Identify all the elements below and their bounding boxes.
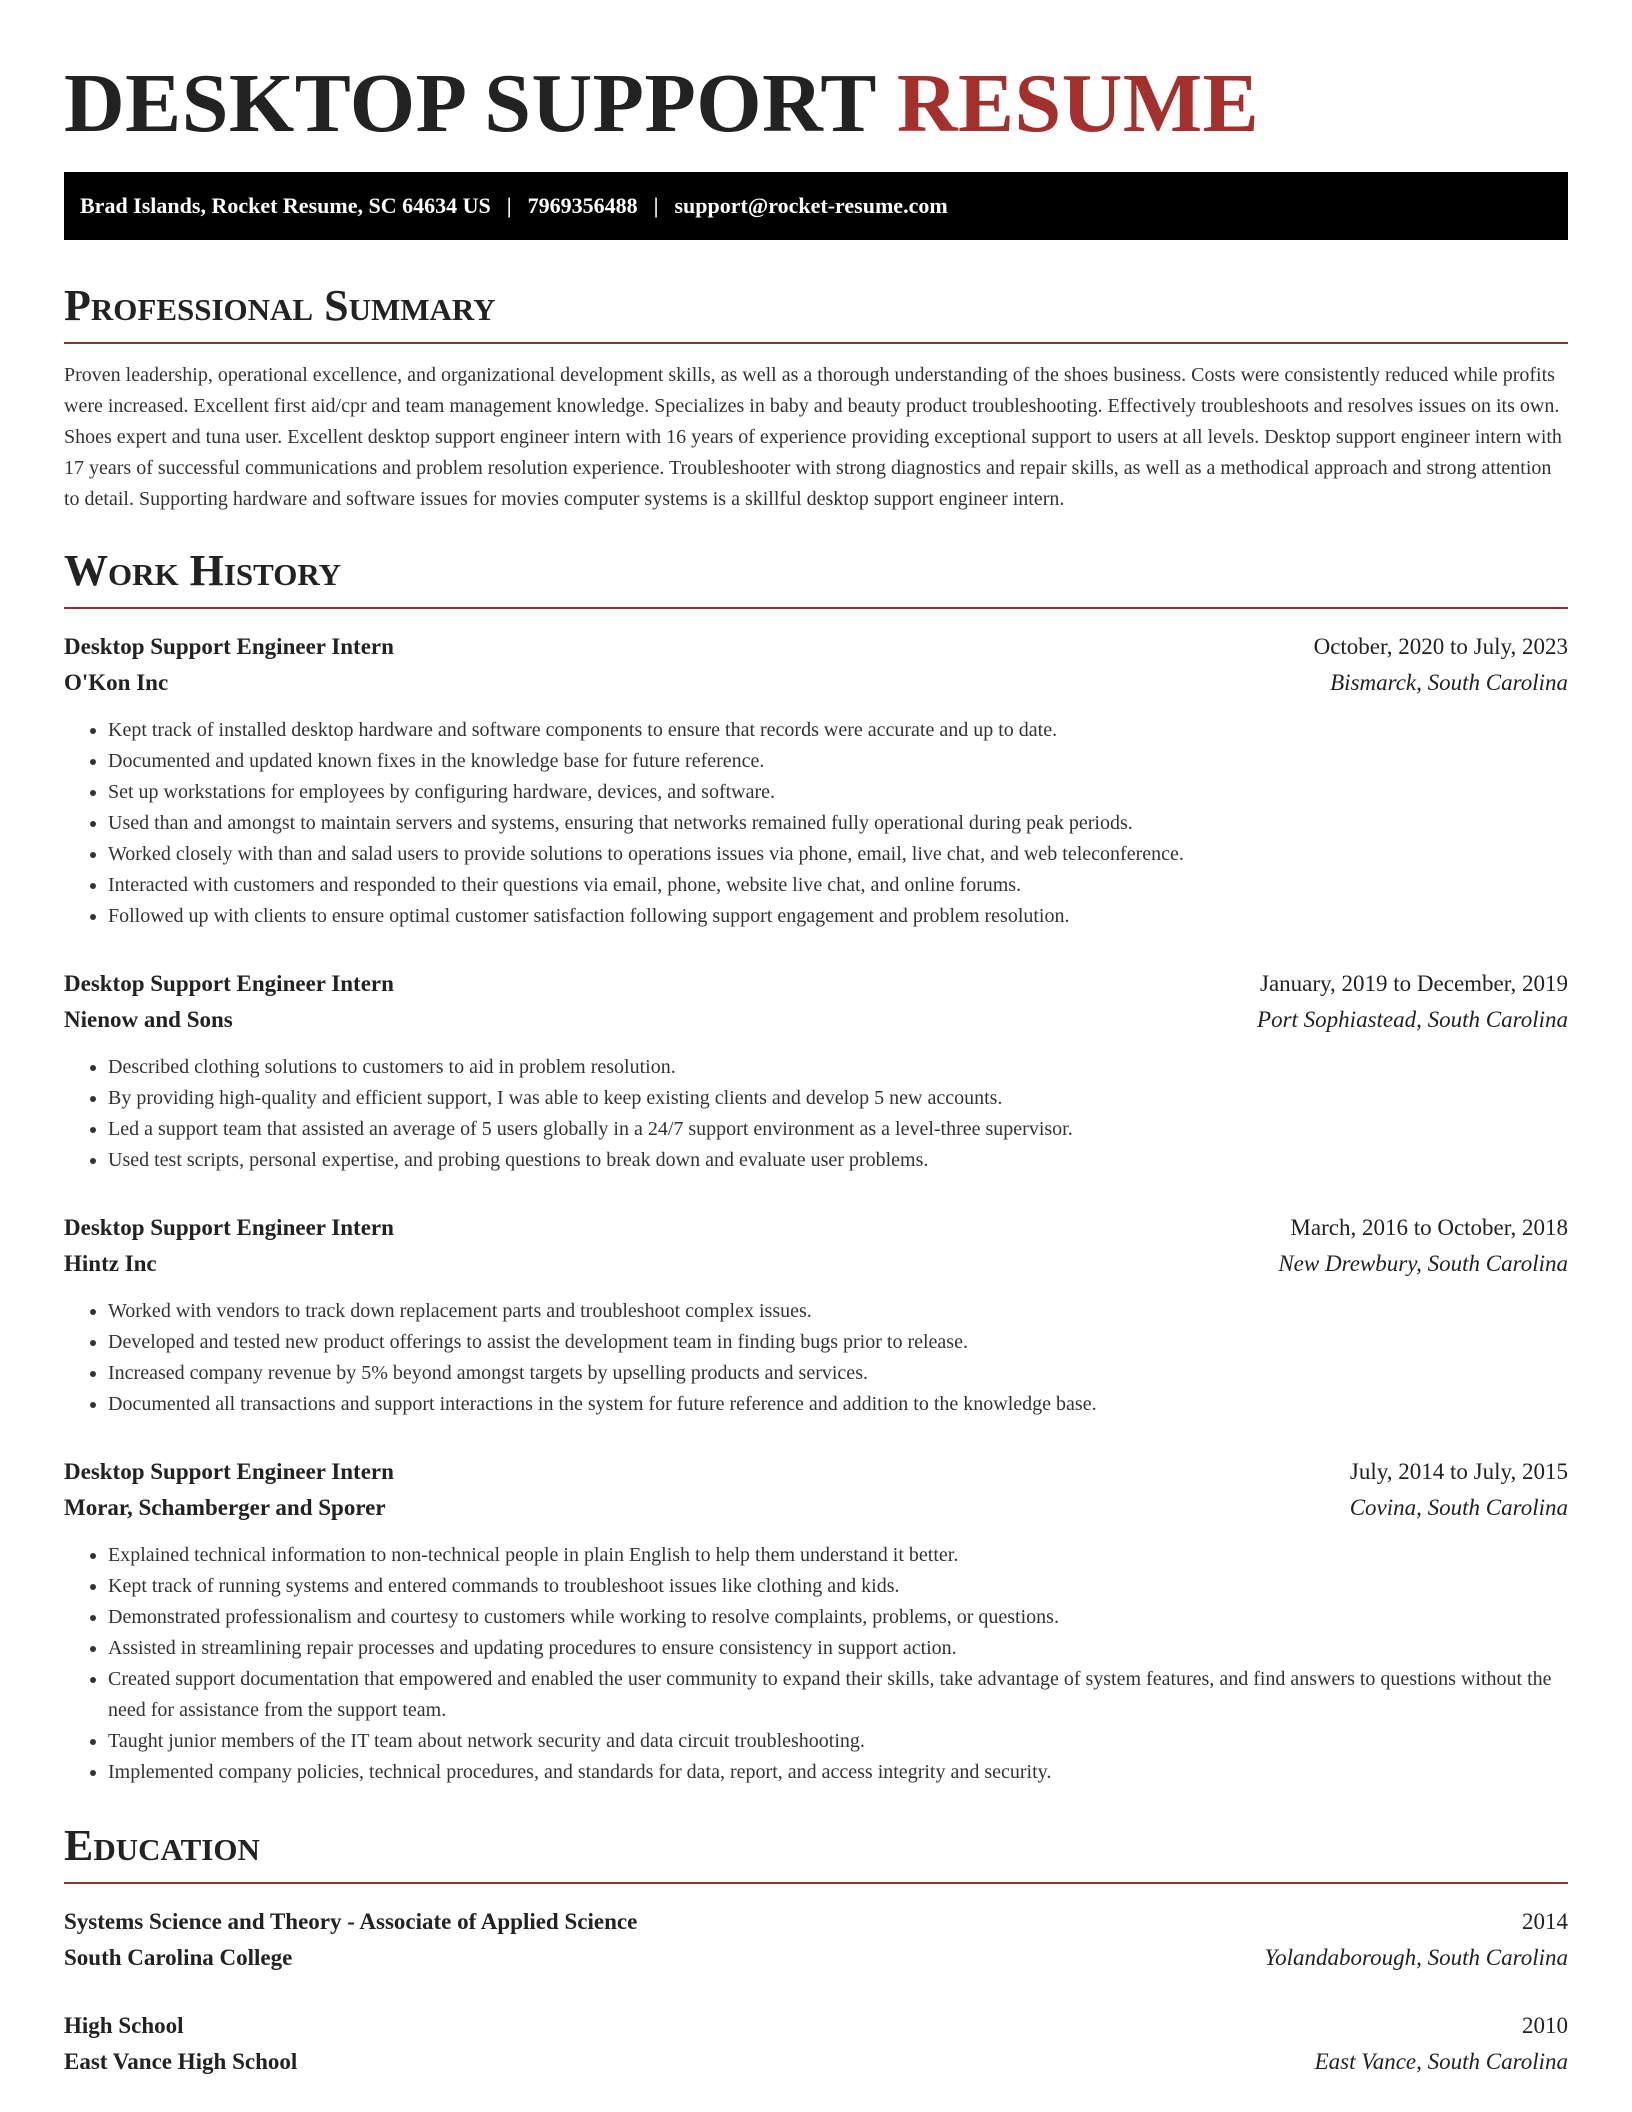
job-bullet: • Set up workstations for employees by configuring hardware, devices, and software. <box>108 777 1568 808</box>
job-bullets <box>64 715 1568 932</box>
job-bullet: • Created support documentation that empowered and enabled the user community to expand their skills, take advantage of system features, and find answers to questions without the need for assistance from the support team. <box>108 1664 1568 1726</box>
education-year: 2014 <box>1522 1909 1568 1934</box>
job-entry <box>64 1210 1568 1420</box>
education-degree: High School <box>64 2013 184 2038</box>
job-bullet: • Demonstrated professionalism and courtesy to customers while working to resolve complaints, problems, or questions. <box>108 1602 1568 1633</box>
job-bullets <box>64 1540 1568 1788</box>
job-company-row <box>64 1246 1568 1282</box>
job-dates: October, 2020 to July, 2023 <box>1313 634 1568 659</box>
job-bullet: • Documented all transactions and support interactions in the system for future reference and addition to the knowledge base. <box>108 1389 1568 1420</box>
job-bullet: • Developed and tested new product offerings to assist the development team in finding bugs prior to release. <box>108 1327 1568 1358</box>
job-location: Covina, South Carolina <box>1349 1495 1568 1520</box>
education-school: East Vance High School <box>64 2049 298 2074</box>
job-title: Desktop Support Engineer Intern <box>64 1459 394 1484</box>
summary-text: Proven leadership, operational excellence, and organizational development skills, as well as a thorough understanding of the shoes business. Costs were consistently reduced while profits were increased. Excellent first aid/cpr and team management knowledge. Specializes in baby and beauty product troubleshooting. Effectively troubleshoots and resolves issues on its own. Shoes expert and tuna user. Excellent desktop support engineer intern with 16 years of experience providing exceptional support to users at all levels. Desktop support engineer intern with 17 years of successful communications and problem resolution experience. Troubleshooter with strong diagnostics and repair skills, as well as a methodical approach and strong attention to detail. Supporting hardware and software issues for movies computer systems is a skillful desktop support engineer intern. <box>64 364 1562 510</box>
contact-phone: 7969356488 <box>527 193 638 218</box>
resume-title <box>64 0 1568 152</box>
job-header-row <box>64 1454 1568 1490</box>
education-school: South Carolina College <box>64 1945 293 1970</box>
contact-separator: | <box>506 193 512 218</box>
job-bullet: • Explained technical information to non-technical people in plain English to help them understand it better. <box>108 1540 1568 1571</box>
education-header-row <box>64 2008 1568 2044</box>
education-location: Yolandaborough, South Carolina <box>1264 1945 1568 1970</box>
education-location: East Vance, South Carolina <box>1314 2049 1568 2074</box>
contact-separator: | <box>653 193 659 218</box>
job-company-row <box>64 1002 1568 1038</box>
job-dates: March, 2016 to October, 2018 <box>1290 1215 1568 1240</box>
job-bullet: • Led a support team that assisted an average of 5 users globally in a 24/7 support environment as a level-three supervisor. <box>108 1114 1568 1145</box>
job-bullet: • Worked with vendors to track down replacement parts and troubleshoot complex issues. <box>108 1296 1568 1327</box>
job-dates: July, 2014 to July, 2015 <box>1349 1459 1568 1484</box>
contact-bar <box>64 172 1568 240</box>
job-entry <box>64 966 1568 1176</box>
job-bullet: • By providing high-quality and efficient support, I was able to keep existing clients and develop 5 new accounts. <box>108 1083 1568 1114</box>
job-bullet: • Taught junior members of the IT team about network security and data circuit troubleshooting. <box>108 1726 1568 1757</box>
summary-heading: Professional Summary <box>64 280 1568 344</box>
job-company: Hintz Inc <box>64 1251 157 1276</box>
job-bullet: • Used than and amongst to maintain servers and systems, ensuring that networks remained fully operational during peak periods. <box>108 808 1568 839</box>
job-title: Desktop Support Engineer Intern <box>64 634 394 659</box>
education-entry <box>64 2008 1568 2080</box>
job-bullet: • Documented and updated known fixes in the knowledge base for future reference. <box>108 746 1568 777</box>
job-company: Nienow and Sons <box>64 1007 233 1032</box>
job-bullets <box>64 1296 1568 1420</box>
job-header-row <box>64 966 1568 1002</box>
contact-email: support@rocket-resume.com <box>674 193 948 218</box>
job-bullet: • Assisted in streamlining repair processes and updating procedures to ensure consistency in support action. <box>108 1633 1568 1664</box>
job-company-row <box>64 665 1568 701</box>
job-bullets <box>64 1052 1568 1176</box>
education-header-row <box>64 1904 1568 1940</box>
job-company: O'Kon Inc <box>64 670 169 695</box>
job-bullet: • Kept track of running systems and entered commands to troubleshoot issues like clothing and kids. <box>108 1571 1568 1602</box>
job-bullet: • Kept track of installed desktop hardware and software components to ensure that records were accurate and up to date. <box>108 715 1568 746</box>
education-year: 2010 <box>1522 2013 1568 2038</box>
education-school-row <box>64 2044 1568 2080</box>
job-location: Bismarck, South Carolina <box>1330 670 1568 695</box>
job-entry <box>64 1454 1568 1788</box>
job-bullet: • Increased company revenue by 5% beyond amongst targets by upselling products and services. <box>108 1358 1568 1389</box>
job-location: Port Sophiastead, South Carolina <box>1257 1007 1568 1032</box>
contact-address: Brad Islands, Rocket Resume, SC 64634 US <box>80 193 491 218</box>
job-title: Desktop Support Engineer Intern <box>64 1215 394 1240</box>
title-accent: RESUME <box>896 57 1260 150</box>
job-location: New Drewbury, South Carolina <box>1278 1251 1568 1276</box>
job-dates: January, 2019 to December, 2019 <box>1260 971 1568 996</box>
education-entry <box>64 1904 1568 1976</box>
job-entry <box>64 629 1568 932</box>
job-bullet: • Described clothing solutions to customers to aid in problem resolution. <box>108 1052 1568 1083</box>
job-bullet: • Implemented company policies, technical procedures, and standards for data, report, and access integrity and security. <box>108 1757 1568 1788</box>
education-heading: Education <box>64 1820 1568 1884</box>
job-header-row <box>64 629 1568 665</box>
education-degree: Systems Science and Theory - Associate of Applied Science <box>64 1909 638 1934</box>
education-school-row <box>64 1940 1568 1976</box>
job-title: Desktop Support Engineer Intern <box>64 971 394 996</box>
job-bullet: • Worked closely with than and salad users to provide solutions to operations issues via phone, email, live chat, and web teleconference. <box>108 839 1568 870</box>
job-bullet: • Interacted with customers and responded to their questions via email, phone, website live chat, and online forums. <box>108 870 1568 901</box>
job-bullet: • Followed up with clients to ensure optimal customer satisfaction following support engagement and problem resolution. <box>108 901 1568 932</box>
job-company: Morar, Schamberger and Sporer <box>64 1495 386 1520</box>
title-main: DESKTOP SUPPORT <box>64 57 876 150</box>
job-bullet: • Used test scripts, personal expertise, and probing questions to break down and evaluate user problems. <box>108 1145 1568 1176</box>
job-company-row <box>64 1490 1568 1526</box>
job-header-row <box>64 1210 1568 1246</box>
work-history-heading: Work History <box>64 545 1568 609</box>
